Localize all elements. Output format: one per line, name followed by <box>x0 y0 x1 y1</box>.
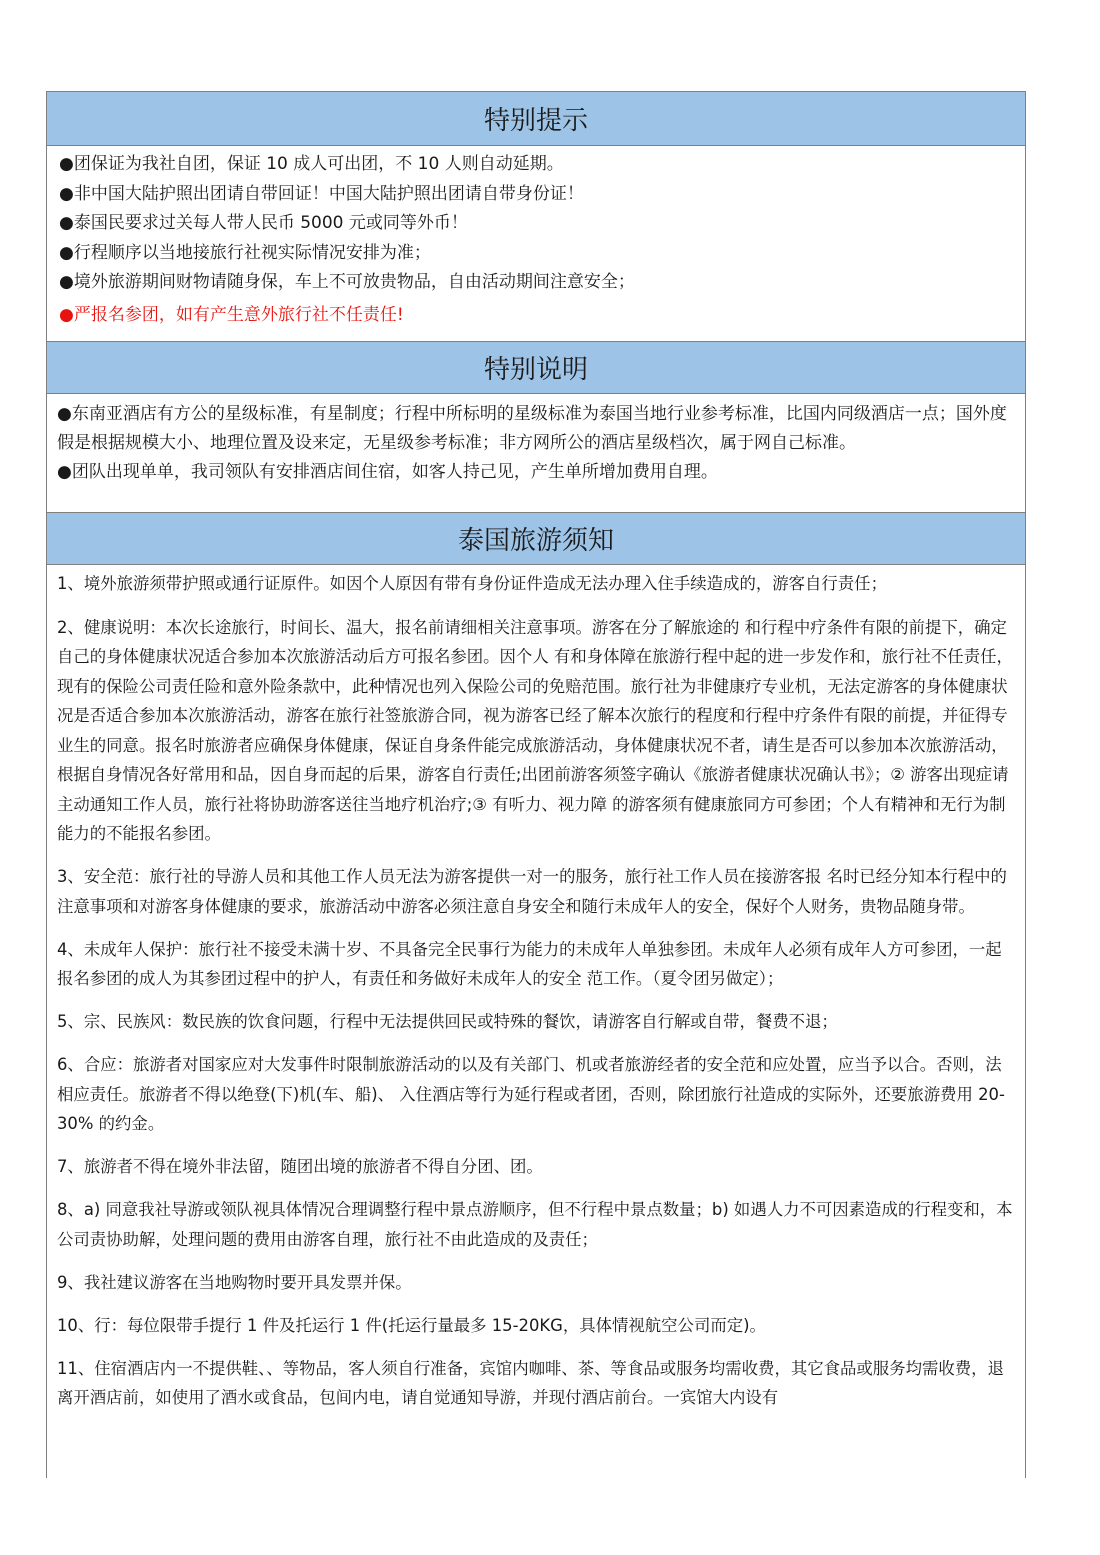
tip-item: ●非中国大陆护照出团请自带回证！中国大陆护照出团请自带身份证！ <box>59 183 584 204</box>
guide-item: 10、行：每位限带手提行 1 件及托运行 1 件(托运行量最多 15-20KG，具体情视航空公司而定)。 <box>57 1315 766 1335</box>
section-header-guide <box>47 513 1025 565</box>
tip-item: ●境外旅游期间财物请随身保，车上不可放贵物品，自由活动期间注意安全； <box>59 272 635 292</box>
guide-item: 2、健康说明：本次长途旅行，时间长、温大，报名前请细相关注意事项。游客在分了解旅途的 和行程中疗条件有限的前提下，确定自己的身体健康状况适合参加本次旅游活动后方可报名参团。因个人 有和身体障在旅游行程中起的进一步发作和，旅行社不任责任，现有的保险公司责任险和意外险条款中，此种情况也列入保险公司的免赔范围。旅行社为非健康疗专业机，无法定游客的身体健康状况是否适合参加本次旅游活动，游客在旅行社签旅游合同，视为游客已经了解本次旅行的程度和行程中疗条件有限的前提，并征得专业生的同意。报名时旅游者应确保身体健康，保证自身条件能完成旅游活动，身体健康状况不者，请生是否可以参加本次旅游活动，根据自身情况各好常用和品，因自身而起的后果，游客自行责任;出团前游客须签字确认《旅游者健康状况确认书》；② 游客出现症请主动通知工作人员，旅行社将协助游客送往当地疗机治疗;③ 有听力、视力障 的游客须有健康旅同方可参团；个人有精神和无行为制能力的不能报名参团。 <box>57 617 1013 843</box>
guide-item: 6、合应：旅游者对国家应对大发事件时限制旅游活动的以及有关部门、机或者旅游经者的安全范和应处置，应当予以合。否则，法相应责任。旅游者不得以绝登(下)机(车、船)、 入住酒店等行为延行程或者团，否则，除团旅行社造成的实际外，还要旅游费用 20-30% 的约金。 <box>57 1055 1005 1133</box>
tip-item: ●行程顺序以当地接旅行社视实际情况安排为准； <box>59 242 431 263</box>
section-header-notes <box>47 342 1025 394</box>
section-body-guide <box>47 565 1025 1413</box>
guide-item: 5、宗、民族风：数民族的饮食问题，行程中无法提供回民或特殊的餐饮，请游客自行解或自带，餐费不退； <box>57 1012 838 1031</box>
section-body-notes <box>47 394 1025 513</box>
note-item: ●团队出现单单，我司领队有安排酒店间住宿，如客人持己见，产生单所增加费用自理。 <box>57 462 718 482</box>
section-header-tips <box>47 92 1025 146</box>
section-body-tips <box>47 146 1025 342</box>
tip-warning: ●严报名参团，如有产生意外旅行社不任责任! <box>59 304 404 325</box>
section-title-tips: 特别提示 <box>483 106 588 136</box>
guide-item: 7、旅游者不得在境外非法留，随团出境的旅游者不得自分团、团。 <box>57 1157 543 1176</box>
notice-document <box>46 91 1026 1478</box>
guide-item: 3、安全范：旅行社的导游人员和其他工作人员无法为游客提供一对一的服务，旅行社工作人员在接游客报 名时已经分知本行程中的注意事项和对游客身体健康的要求，旅游活动中游客必须注意自身安全和随行未成年人的安全，保好个人财务，贵物品随身带。 <box>57 867 1007 916</box>
section-title-guide: 泰国旅游须知 <box>457 526 614 556</box>
guide-item: 4、未成年人保护：旅行社不接受未满十岁、不具备完全民事行为能力的未成年人单独参团。未成年人必须有成年人方可参团，一起报名参团的成人为其参团过程中的护人，有责任和务做好未成年人的安全 范工作。（夏令团另做定）； <box>57 939 1002 988</box>
guide-item: 11、住宿酒店内一不提供鞋、、等物品，客人须自行准备，宾馆内咖啡、茶、等食品或服务均需收费，其它食品或服务均需收费，退离开酒店前，如使用了酒水或食品，包间内电，请自觉通知导游，并现付酒店前台。一宾馆大内设有 <box>57 1358 1004 1407</box>
guide-item: 1、境外旅游须带护照或通行证原件。如因个人原因有带有身份证件造成无法办理入住手续造成的，游客自行责任； <box>57 574 887 593</box>
section-title-notes: 特别说明 <box>483 355 588 385</box>
guide-item: 9、我社建议游客在当地购物时要开具发票并保。 <box>57 1272 412 1292</box>
note-item: ●东南亚酒店有方公的星级标准，有星制度；行程中所标明的星级标准为泰国当地行业参考标准，比国内同级酒店一点；国外度假是根据规模大小、地理位置及设来定，无星级参考标准；非方网所公的酒店星级档次，属于网自己标准。 <box>57 404 1007 453</box>
tip-item: ●泰国民要求过关每人带人民币 5000 元或同等外币！ <box>59 213 468 233</box>
guide-item: 8、a) 同意我社导游或领队视具体情况合理调整行程中景点游顺序，但不行程中景点数量；b) 如遇人力不可因素造成的行程变和，本公司责协助解，处理问题的费用由游客自理，旅行社不由此造成的及责任； <box>57 1200 1013 1249</box>
tip-item: ●团保证为我社自团，保证 10 成人可出团，不 10 人则自动延期。 <box>59 154 564 174</box>
